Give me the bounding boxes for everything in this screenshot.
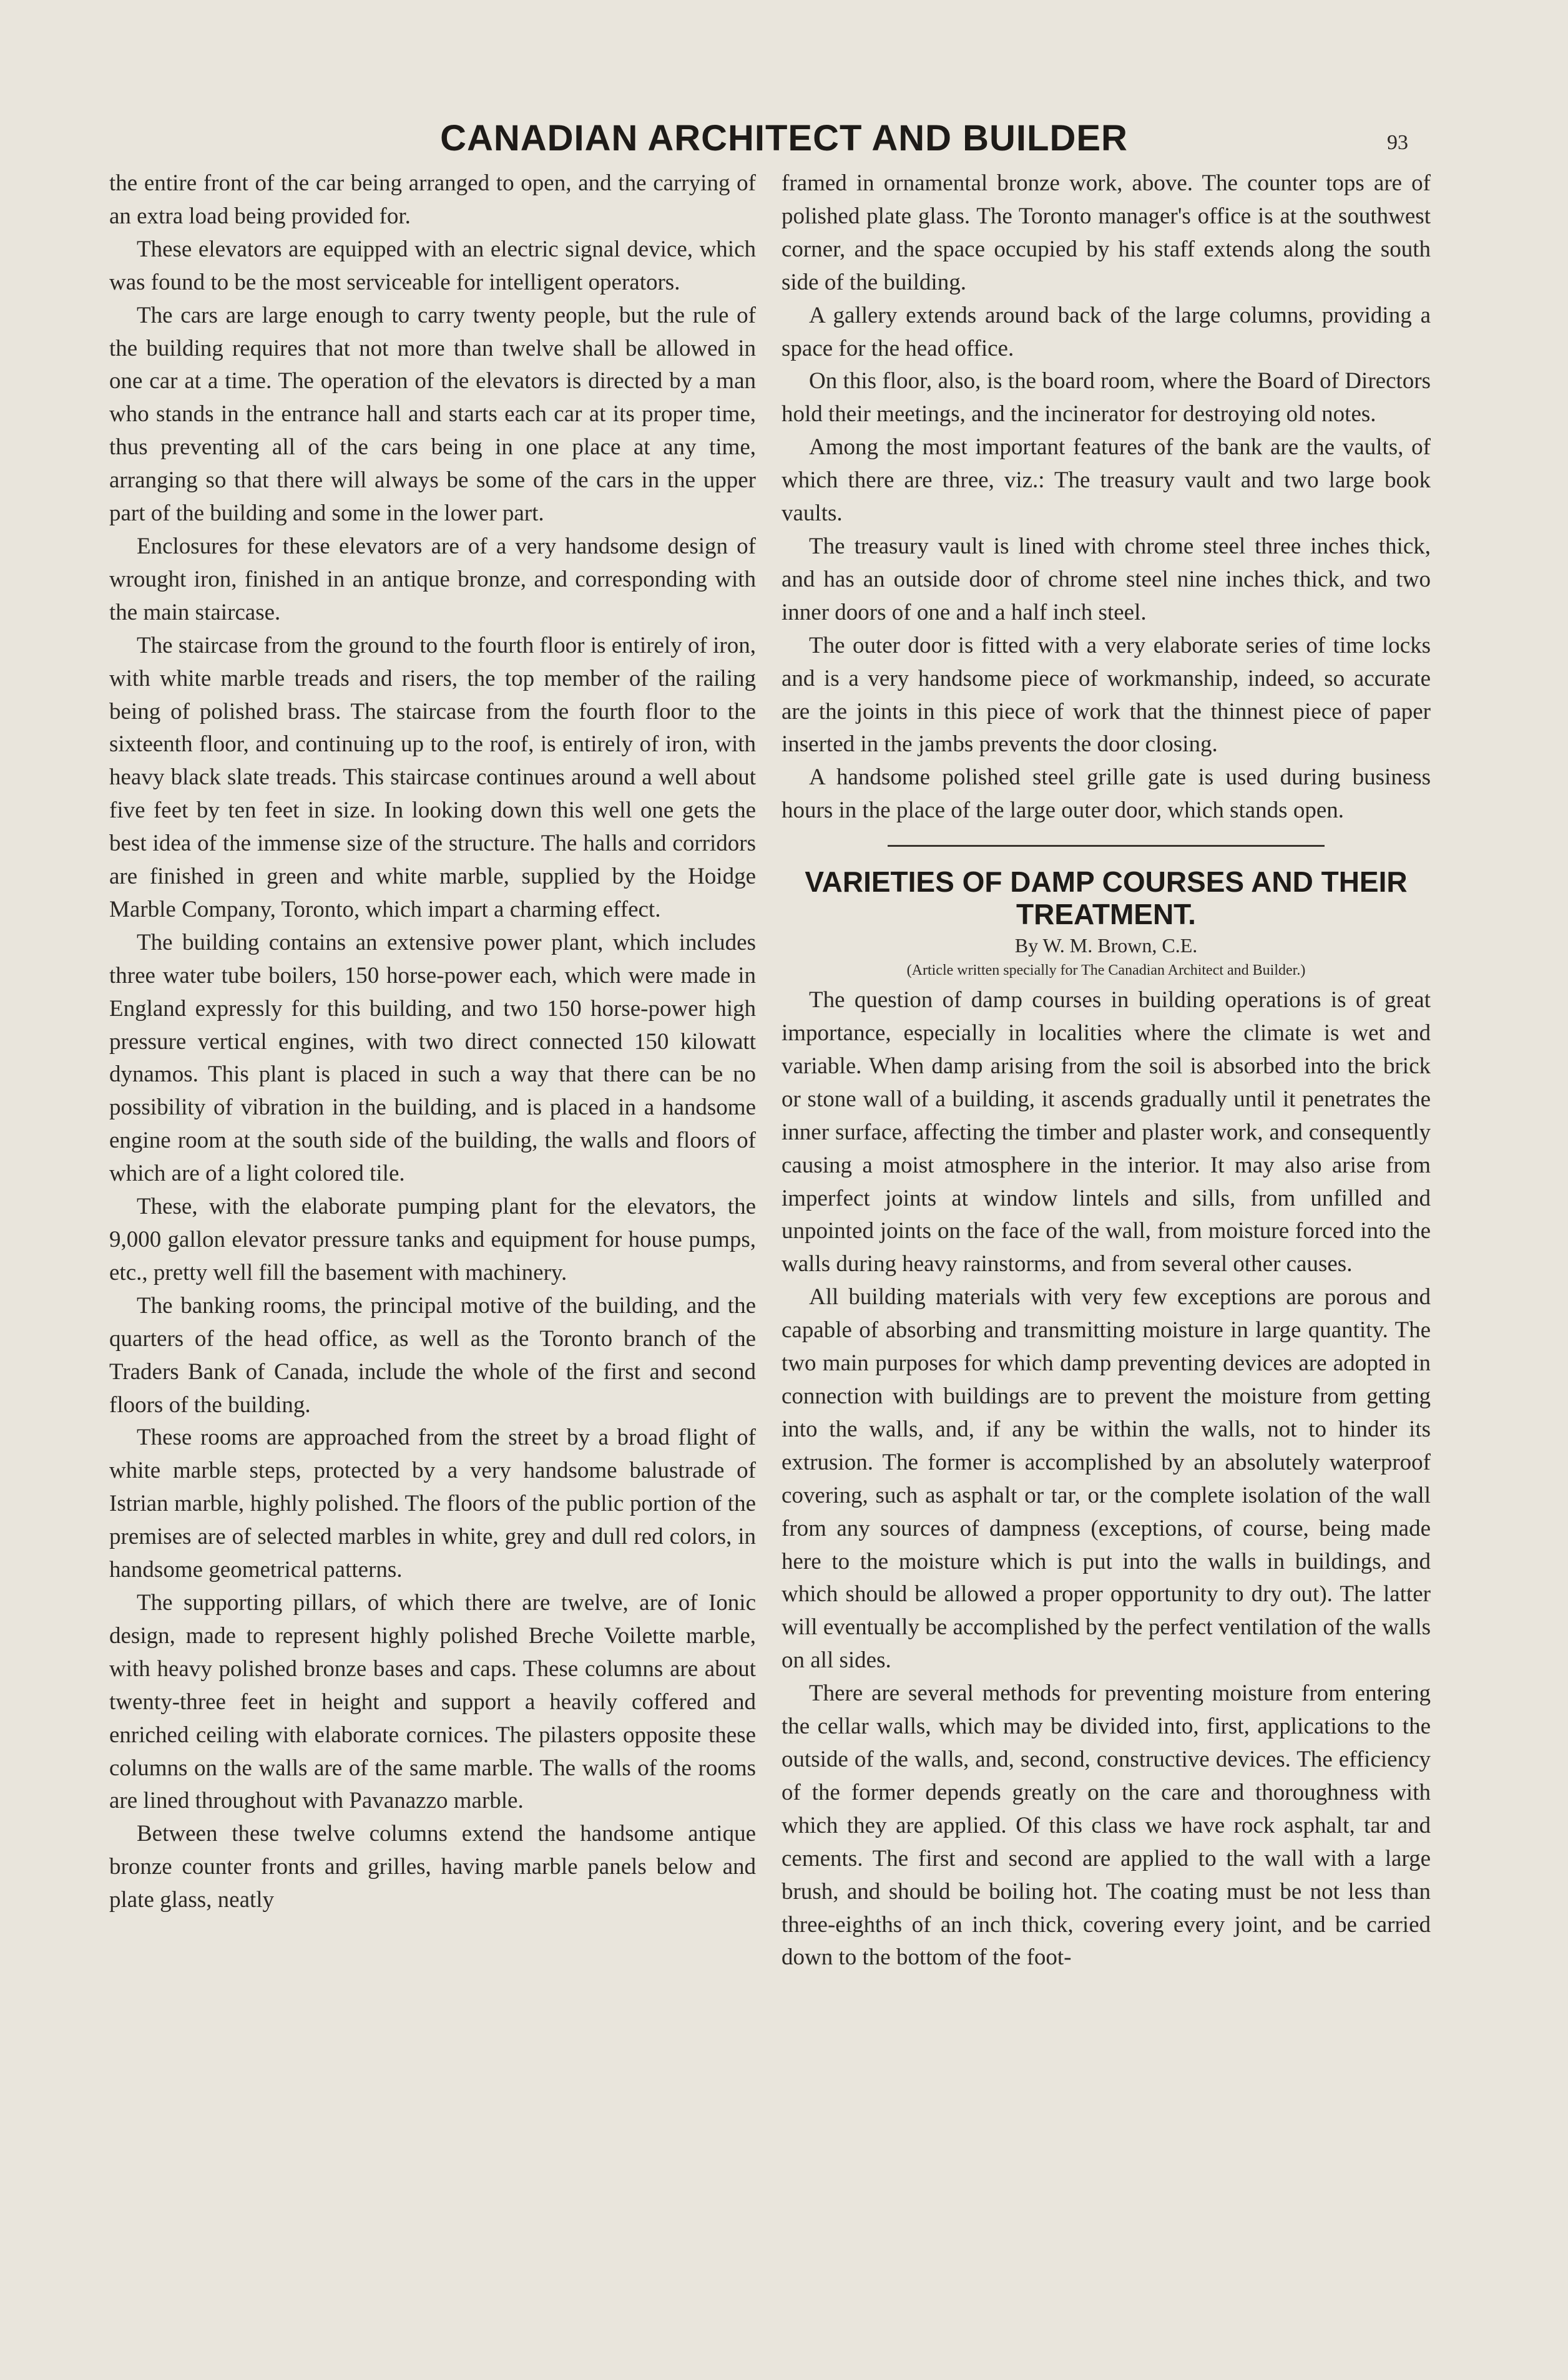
body-paragraph: The treasury vault is lined with chrome steel three inches thick, and has an outside door of chrome steel nine inches thick, and two inner doors of one and a half inch steel. (782, 533, 1431, 625)
body-paragraph: The building contains an extensive power plant, which includes three water tube boilers, 150 horse-power each, which were made in England expressly for this building, and two 150 horse-power high pressure vertical engines, with two direct connected 150 kilowatt dynamos. This plant is placed in such a way that there can be no possibility of vibration in the building, and is placed in a handsome engine room at the south side of the building, the walls and floors of which are of a light colored tile. (109, 929, 756, 1187)
body-paragraph: Between these twelve columns extend the handsome antique bronze counter fronts and grilles, having marble panels below and plate glass, neatly (109, 1821, 756, 1913)
right-column (782, 167, 1431, 1974)
article-paragraph: The question of damp courses in building operations is of great importance, especially in localities where the climate is wet and variable. When damp arising from the soil is absorbed into the brick or stone wall of a building, it ascends gradually until it penetrates the inner surface, affecting the timber and plaster work, and consequently causing a moist atmosphere in the interior. It may also arise from imperfect joints at window lintels and sills, from unfilled and unpointed joints on the face of the wall, from moisture forced into the walls during heavy rainstorms, and from several other causes. (782, 987, 1431, 1277)
body-paragraph: The banking rooms, the principal motive of the building, and the quarters of the head office, as well as the Toronto branch of the Traders Bank of Canada, include the whole of the first and second floors of the building. (109, 1292, 756, 1418)
journal-title: CANADIAN ARCHITECT AND BUILDER (440, 118, 1128, 159)
section-divider (888, 845, 1325, 847)
body-paragraph: These elevators are equipped with an electric signal device, which was found to be the most serviceable for intelligent operators. (109, 236, 756, 295)
body-paragraph: On this floor, also, is the board room, where the Board of Directors hold their meetings, and the incinerator for destroying old notes. (782, 368, 1431, 427)
body-paragraph: Enclosures for these elevators are of a very handsome design of wrought iron, finished in an antique bronze, and corresponding with the main staircase. (109, 533, 756, 625)
body-paragraph: framed in ornamental bronze work, above. The counter tops are of polished plate glass. The Toronto manager's office is at the southwest corner, and the space occupied by his staff extends along the south side of the building. (782, 170, 1431, 295)
article-byline: By W. M. Brown, C.E. (1014, 934, 1198, 957)
article-note: (Article written specially for The Canadian Architect and Builder.) (906, 962, 1306, 979)
body-paragraph: A handsome polished steel grille gate is used during business hours in the place of the large outer door, which stands open. (782, 764, 1431, 824)
article-title: VARIETIES OF DAMP COURSES AND THEIR TREATMENT. (805, 866, 1408, 931)
article-paragraph: All building materials with very few exceptions are porous and capable of absorbing and transmitting moisture in large quantity. The two main purposes for which damp preventing devices are adopted in connection with buildings are to prevent the moisture from getting into the walls, and, if any be within the walls, not to hinder its extrusion. The former is accomplished by an absolutely waterproof covering, such as asphalt or tar, or the complete isolation of the wall from any sources of dampness (exceptions, of course, being made here to the moisture which is put into the walls in buildings, and which should be allowed a proper opportunity to dry out). The latter will eventually be accomplished by the perfect ventilation of the walls on all sides. (782, 1284, 1431, 1674)
body-paragraph: A gallery extends around back of the large columns, providing a space for the head office. (782, 302, 1431, 361)
body-paragraph: Among the most important features of the bank are the vaults, of which there are three, viz.: The treasury vault and two large book vaults. (782, 434, 1431, 527)
body-paragraph: The supporting pillars, of which there are twelve, are of Ionic design, made to represent highly polished Breche Voilette marble, with heavy polished bronze bases and caps. These columns are about twenty-three feet in height and support a heavily coffered and enriched ceiling with elaborate cornices. The pilasters opposite these columns on the walls are of the same marble. The walls of the rooms are lined throughout with Pavanazzo marble. (109, 1589, 756, 1814)
left-column (109, 167, 756, 1917)
body-paragraph: These, with the elaborate pumping plant for the elevators, the 9,000 gallon elevator pressure tanks and equipment for house pumps, etc., pretty well fill the basement with machinery. (109, 1194, 756, 1285)
page-header (0, 117, 1568, 167)
body-paragraph: the entire front of the car being arranged to open, and the carrying of an extra load being provided for. (109, 170, 756, 229)
body-paragraph: The staircase from the ground to the fourth floor is entirely of iron, with white marble treads and risers, the top member of the railing being of polished brass. The staircase from the fourth floor to the sixteenth floor, and continuing up to the roof, is entirely of iron, with heavy black slate treads. This staircase continues around a well about five feet by ten feet in size. In looking down this well one gets the best idea of the immense size of the structure. The halls and corridors are finished in green and white marble, supplied by the Hoidge Marble Company, Toronto, which impart a charming effect. (109, 632, 756, 922)
body-paragraph: These rooms are approached from the street by a broad flight of white marble steps, protected by a very handsome balustrade of Istrian marble, highly polished. The floors of the public portion of the premises are of selected marbles in white, grey and dull red colors, in handsome geometrical patterns. (109, 1425, 756, 1583)
body-paragraph: The outer door is fitted with a very elaborate series of time locks and is a very handsome piece of workmanship, indeed, so accurate are the joints in this piece of work that the thinnest piece of paper inserted in the jambs prevents the door closing. (782, 632, 1431, 758)
body-paragraph: The cars are large enough to carry twenty people, but the rule of the building requires that not more than twelve shall be allowed in one car at a time. The operation of the elevators is directed by a man who stands in the entrance hall and starts each car at its proper time, thus preventing all of the cars being in one place at any time, arranging so that there will always be some of the cars in the upper part of the building and some in the lower part. (109, 302, 756, 527)
page-number: 93 (1387, 131, 1408, 154)
article-paragraph: There are several methods for preventing moisture from entering the cellar walls, which may be divided into, first, applications to the outside of the walls, and, second, constructive devices. The efficiency of the former depends greatly on the care and thoroughness with which they are applied. Of this class we have rock asphalt, tar and cements. The first and second are applied to the wall with a large brush, and should be boiling hot. The coating must be not less than three-eighths of an inch thick, covering every joint, and be carried down to the bottom of the foot- (782, 1680, 1431, 1971)
